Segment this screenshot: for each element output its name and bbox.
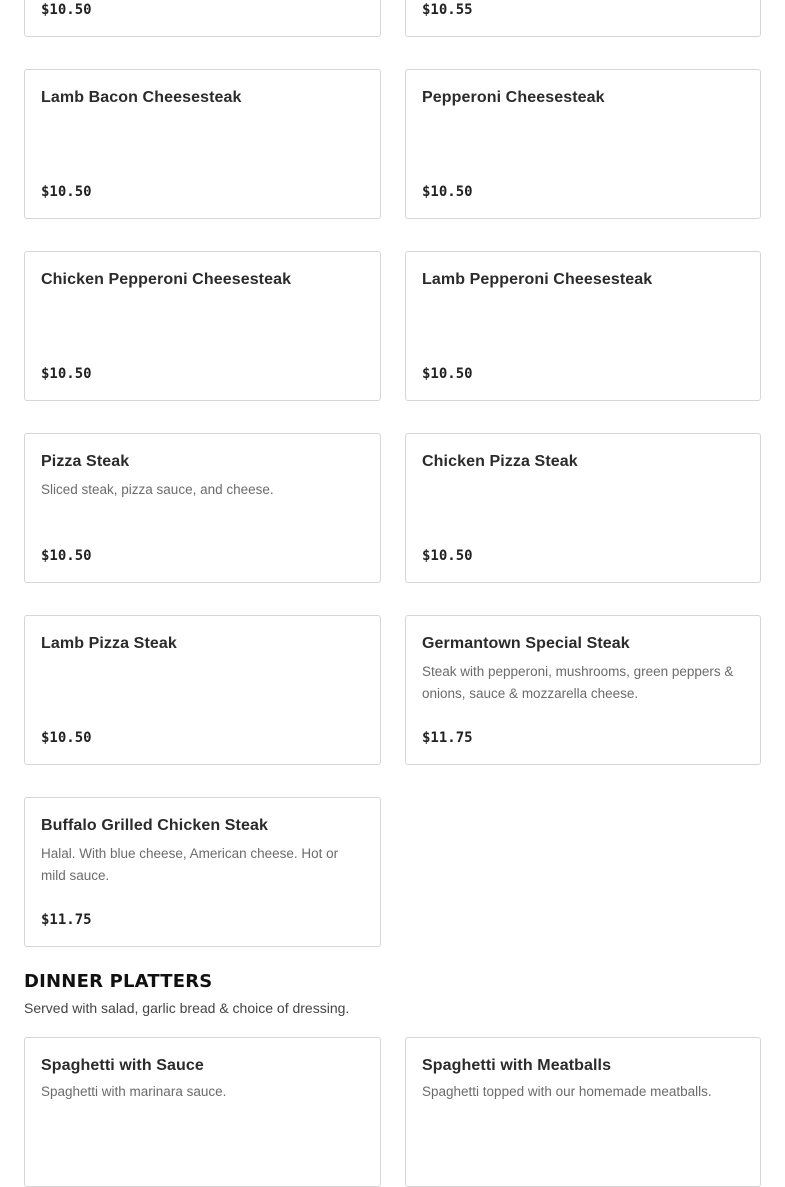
item-name: Spaghetti with Sauce [41,1057,204,1074]
section-title: DINNER PLATTERS [24,971,213,992]
item-name: Chicken Pepperoni Cheesesteak [41,271,292,288]
item-price: $10.55 [422,2,473,18]
item-name: Pizza Steak [41,453,130,470]
item-price: $10.50 [422,184,473,200]
menu-item-germantown-special-steak[interactable] [405,615,761,765]
section-subtitle: Served with salad, garlic bread & choice of dressing. [24,1000,350,1016]
menu-item-card[interactable] [405,0,761,37]
menu-item-chicken-pepperoni-cheesesteak[interactable] [24,251,381,401]
item-description: Sliced steak, pizza sauce, and cheese. [41,482,274,497]
menu-item-pizza-steak[interactable] [24,433,381,583]
item-price: $11.75 [422,730,473,746]
item-price: $10.50 [422,366,473,382]
item-name: Lamb Pizza Steak [41,635,177,652]
item-name: Pepperoni Cheesesteak [422,89,605,106]
menu-item-pepperoni-cheesesteak[interactable] [405,69,761,219]
item-price: $10.50 [41,730,92,746]
item-description: Halal. With blue cheese, American cheese. Hot or mild sauce. [41,846,339,883]
item-name: Lamb Pepperoni Cheesesteak [422,271,653,288]
item-price: $10.50 [422,548,473,564]
item-description: Spaghetti topped with our homemade meatballs. [422,1084,712,1099]
item-name: Lamb Bacon Cheesesteak [41,89,242,106]
menu-item-buffalo-grilled-chicken-steak[interactable] [24,797,381,947]
menu-item-spaghetti-with-sauce[interactable] [24,1037,381,1187]
item-price: $10.50 [41,548,92,564]
item-name: Chicken Pizza Steak [422,453,578,470]
item-name: Spaghetti with Meatballs [422,1057,612,1074]
item-name: Buffalo Grilled Chicken Steak [41,817,268,834]
menu-item-spaghetti-with-meatballs[interactable] [405,1037,761,1187]
menu-item-lamb-pizza-steak[interactable] [24,615,381,765]
menu-item-lamb-pepperoni-cheesesteak[interactable] [405,251,761,401]
item-price: $10.50 [41,184,92,200]
item-name: Germantown Special Steak [422,635,630,652]
menu-item-chicken-pizza-steak[interactable] [405,433,761,583]
menu-item-card[interactable] [24,0,381,37]
item-price: $11.75 [41,912,92,928]
item-price: $10.50 [41,366,92,382]
menu-item-lamb-bacon-cheesesteak[interactable] [24,69,381,219]
item-description: Spaghetti with marinara sauce. [41,1084,227,1099]
item-price: $10.50 [41,2,92,18]
item-description: Steak with pepperoni, mushrooms, green peppers & onions, sauce & mozzarella cheese. [422,664,734,701]
